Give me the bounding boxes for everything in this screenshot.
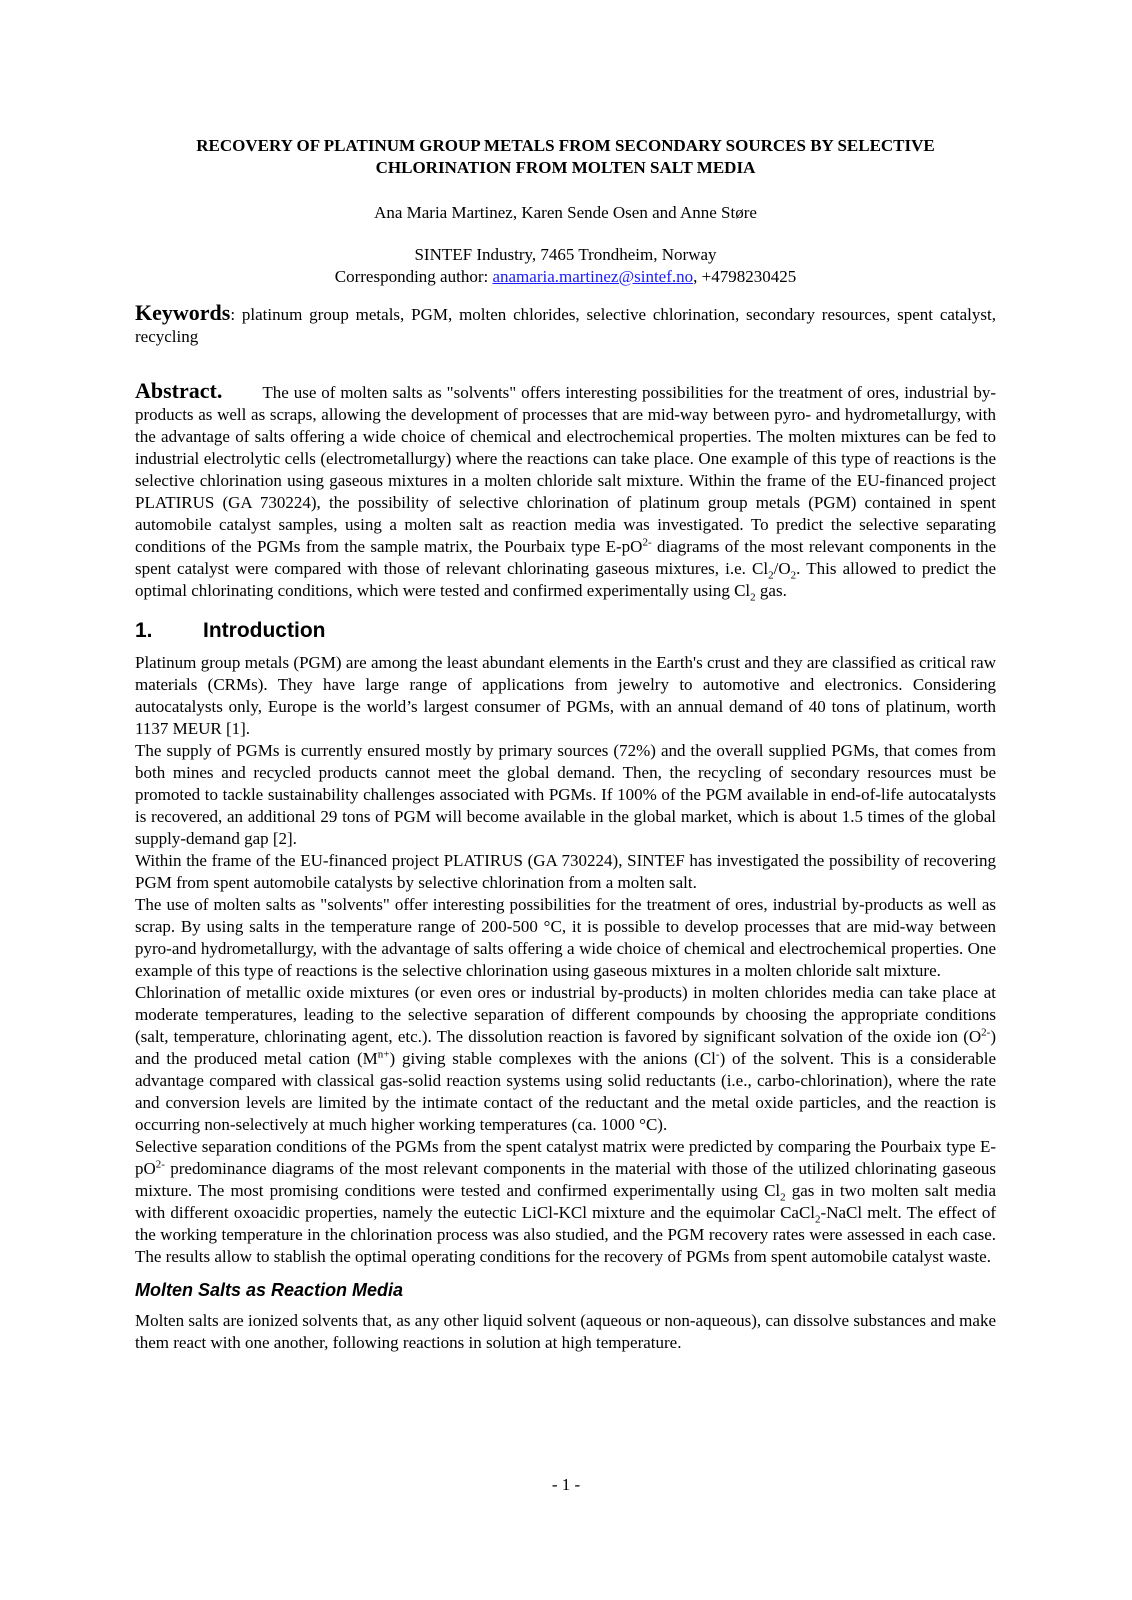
subscript: 2 bbox=[768, 569, 774, 582]
corresponding-author bbox=[135, 266, 996, 288]
keywords-text: : platinum group metals, PGM, molten chlorides, selective chlorination, secondary resources, spent catalyst, recycling bbox=[135, 305, 996, 346]
superscript: - bbox=[715, 1048, 720, 1061]
subscript: 2 bbox=[780, 1191, 786, 1204]
phone-number: , +4798230425 bbox=[693, 267, 797, 286]
author-list: Ana Maria Martinez, Karen Sende Osen and Anne Støre bbox=[374, 203, 757, 222]
section-heading-introduction bbox=[135, 618, 996, 644]
section-title: Introduction bbox=[203, 619, 326, 642]
abstract-text: gas. bbox=[755, 581, 787, 600]
corresponding-prefix: Corresponding author: bbox=[334, 267, 493, 286]
section-number: 1. bbox=[135, 619, 153, 642]
intro-paragraph-6 bbox=[135, 1136, 996, 1268]
intro-paragraph-3: Within the frame of the EU-financed project PLATIRUS (GA 730224), SINTEF has investigated the possibility of recovering PGM from spent automobile catalysts by selective chlorination from a molten salt. bbox=[135, 851, 996, 892]
subscript: 2 bbox=[750, 591, 756, 604]
subscript: 2 bbox=[815, 1213, 821, 1226]
email-link[interactable]: anamaria.martinez@sintef.no bbox=[492, 267, 694, 286]
paper-title bbox=[135, 135, 996, 179]
abstract-text: . This allowed to predict the optimal chlorinating conditions, which were tested and confirmed experimentally using Cl bbox=[135, 559, 997, 600]
intro-paragraph-2: The supply of PGMs is currently ensured mostly by primary sources (72%) and the overall supplied PGMs, that comes from both mines and recycled products cannot meet the global demand. Then, the recycling of secondary resources must be promoted to tackle sustainability challenges associated with PGMs. If 100% of the PGM available in end-of-life autocatalysts is recovered, an additional 29 tons of PGM will become available in the global market, which is about 1.5 times of the global supply-demand gap [2]. bbox=[135, 741, 996, 848]
intro-paragraph-5 bbox=[135, 982, 996, 1136]
paragraph-text: ) and the produced metal cation (M bbox=[135, 1027, 996, 1068]
abstract-paragraph bbox=[135, 380, 996, 602]
intro-paragraph-1: Platinum group metals (PGM) are among the least abundant elements in the Earth's crust and they are classified as critical raw materials (CRMs). They have large range of applications from jewelry to automotive and electronics. Considering autocatalysts only, Europe is the world’s largest consumer of PGMs, with an annual demand of 40 tons of platinum, worth 1137 MEUR [1]. bbox=[135, 653, 996, 738]
affiliation-block bbox=[135, 244, 996, 288]
subsection-heading: Molten Salts as Reaction Media bbox=[135, 1280, 404, 1300]
abstract-text: diagrams of the most relevant components in the spent catalyst were compared with those of relevant chlorinating gaseous mixtures, i.e. Cl bbox=[135, 537, 997, 578]
superscript: 2- bbox=[642, 536, 652, 549]
paragraph-text: Chlorination of metallic oxide mixtures (or even ores or industrial by-products) in molten chlorides media can take place at moderate temperatures, leading to the selective separation of different compounds by choosing the appropriate conditions (salt, temperature, chlorinating agent, etc.). The dissolution reaction is favored by significant solvation of the oxide ion (O bbox=[135, 983, 996, 1046]
title-line-2: CHLORINATION FROM MOLTEN SALT MEDIA bbox=[375, 158, 756, 177]
paragraph-text: ) of the solvent. This is a considerable advantage compared with classical gas-solid reaction systems using solid reductants (i.e., carbo-chlorination), where the rate and conversion levels are limited by the intimate contact of the reductant and the metal oxide particles, and the reaction is occurring non-selectively at much higher working temperatures (ca. 1000 °C). bbox=[135, 1049, 997, 1134]
paragraph-text: gas in two molten salt media with different oxoacidic properties, namely the eutectic LiCl-KCl mixture and the equimolar CaCl bbox=[135, 1181, 996, 1222]
abstract-text: The use of molten salts as "solvents" offers interesting possibilities for the treatment of ores, industrial by-products as well as scraps, allowing the development of processes that are mid-way between pyro- and hydrometallurgy, with the advantage of salts offering a wide choice of chemical and electrochemical properties. The molten mixtures can be fed to industrial electrolytic cells (electrometallurgy) where the reactions can take place. One example of this type of reactions is the selective chlorination using gaseous mixtures in a molten chloride salt mixture. Within the frame of the EU-financed project PLATIRUS (GA 730224), the possibility of selective chlorination of platinum group metals (PGM) contained in spent automobile catalyst samples, using a molten salt as reaction media was investigated. To predict the selective separating conditions of the PGMs from the sample matrix, the Pourbaix type E-pO bbox=[135, 383, 996, 556]
page-content bbox=[135, 135, 996, 1354]
intro-paragraph-4: The use of molten salts as "solvents" offer interesting possibilities for the treatment of ores, industrial by-products as well as scrap. By using salts in the temperature range of 200-500 °C, it is possible to develop processes that are mid-way between pyro-and hydrometallurgy, with the advantage of salts offering a wide choice of chemical and electrochemical properties. One example of this type of reactions is the selective chlorination using gaseous mixtures in a molten chloride salt mixture. bbox=[135, 895, 996, 980]
superscript: 2- bbox=[981, 1026, 991, 1039]
superscript: n+ bbox=[377, 1048, 390, 1061]
abstract-label: Abstract. bbox=[135, 378, 223, 403]
paragraph-text: ) giving stable complexes with the anions (Cl bbox=[389, 1049, 716, 1068]
paragraph-text: predominance diagrams of the most relevant components in the material with those of the utilized chlorinating gaseous mixture. The most promising conditions were tested and confirmed experimentally using Cl bbox=[135, 1159, 996, 1200]
abstract-text: /O bbox=[773, 559, 791, 578]
title-line-1: RECOVERY OF PLATINUM GROUP METALS FROM SECONDARY SOURCES BY SELECTIVE bbox=[196, 136, 935, 155]
paragraph-text: -NaCl melt. The effect of the working temperature in the chlorination process was also studied, and the PGM recovery rates were assessed in each case. The results allow to stablish the optimal operating conditions for the recovery of PGMs from spent automobile catalyst waste. bbox=[135, 1203, 996, 1266]
affiliation: SINTEF Industry, 7465 Trondheim, Norway bbox=[414, 245, 717, 264]
page-number: - 1 - bbox=[551, 1475, 581, 1494]
superscript: 2- bbox=[155, 1158, 165, 1171]
molten-salts-paragraph: Molten salts are ionized solvents that, as any other liquid solvent (aqueous or non-aqueous), can dissolve substances and make them react with one another, following reactions in solution at high temperature. bbox=[135, 1311, 996, 1352]
paragraph-text: Selective separation conditions of the PGMs from the spent catalyst matrix were predicted by comparing the Pourbaix type E-pO bbox=[135, 1137, 996, 1178]
keywords-paragraph bbox=[135, 302, 996, 348]
keywords-label: Keywords bbox=[135, 300, 231, 325]
subscript: 2 bbox=[790, 569, 797, 582]
